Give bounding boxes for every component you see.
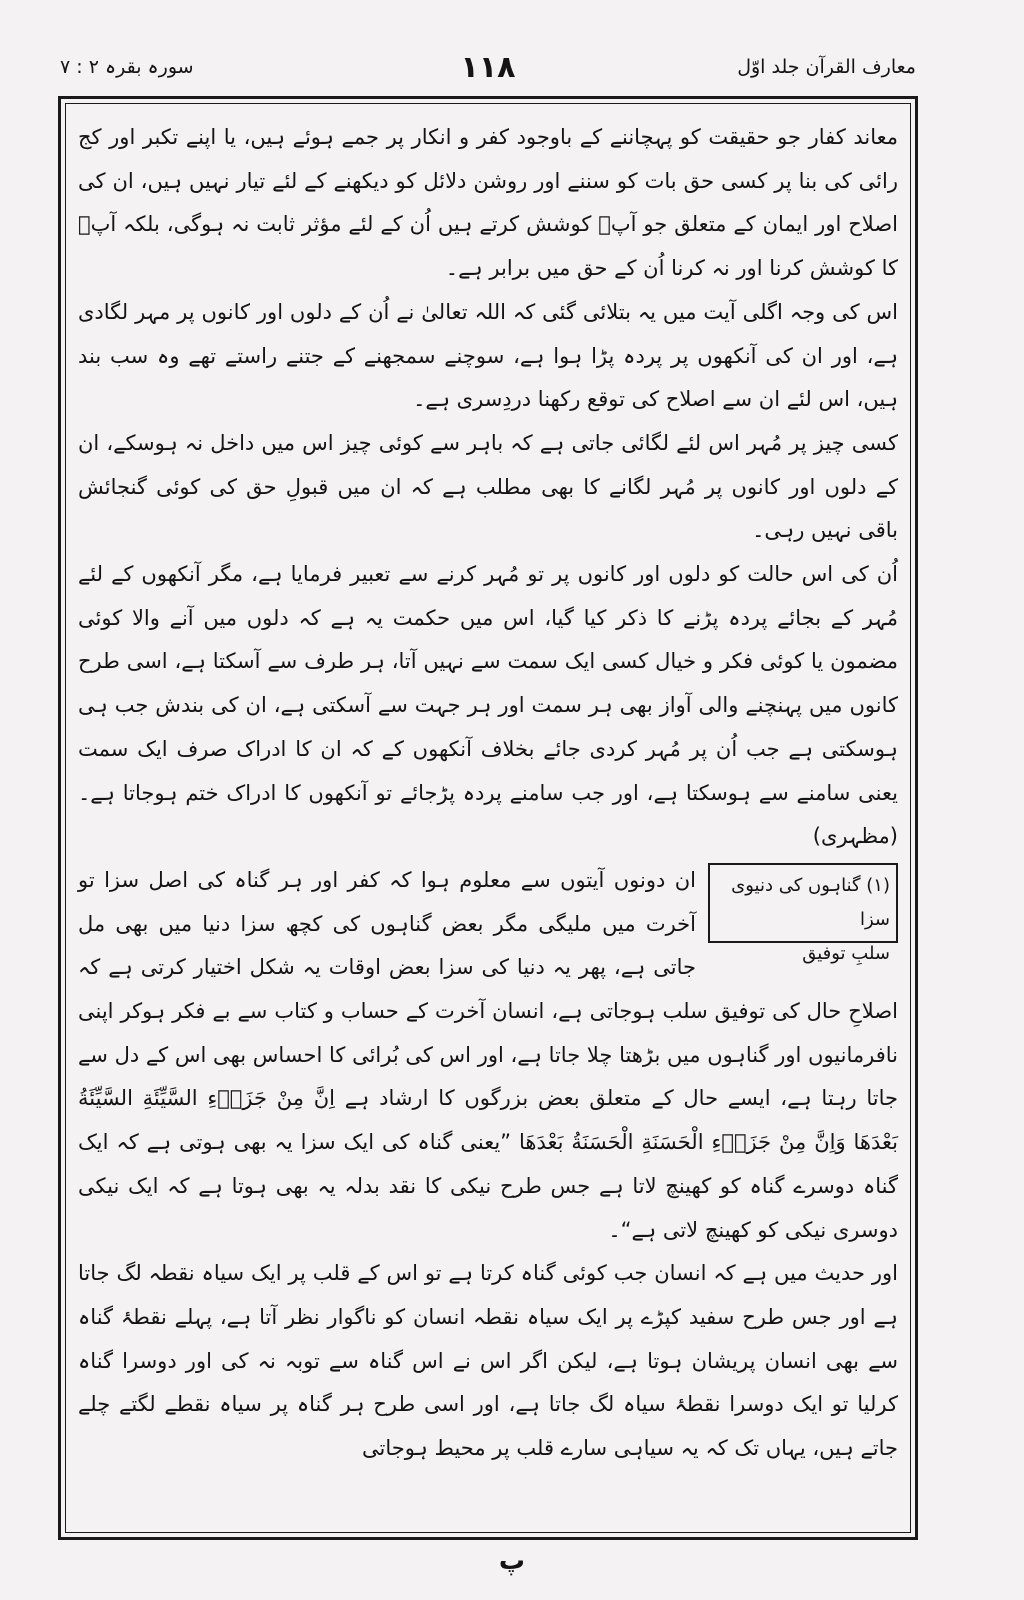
paragraph-4: اُن کی اس حالت کو دلوں اور کانوں پر تو مُہر کرنے سے تعبیر فرمایا ہے، مگر آنکھوں کے لئے مُہر کے بجائے پردہ پڑنے کا ذکر کیا گیا، اس میں حکمت یہ ہے کہ دلوں میں آنے والا کوئی مضمون یا کوئی فکر و خیال کسی ایک سمت سے نہیں آتا، ہر طرف سے آسکتا ہے، اسی طرح کانوں میں پہنچنے والی آواز بھی ہر سمت اور ہر جہت سے آسکتی ہے، ان کی بندش جب ہی ہوسکتی ہے جب اُن پر مُہر کردی جائے بخلاف آنکھوں کے کہ ان کا ادراک صرف ایک سمت یعنی سامنے سے ہوسکتا ہے، اور جب سامنے پردہ پڑجائے تو آنکھوں کا ادراک ختم ہوجاتا ہے۔ (مظہری) (78, 562, 898, 849)
side-heading-box (708, 863, 898, 964)
paragraph-5-text: ان دونوں آیتوں سے معلوم ہوا کہ کفر اور ہر گناہ کی اصل سزا تو آخرت میں ملیگی مگر بعض گناہوں کی کچھ سزا دنیا میں بھی مل جاتی ہے، پھر یہ دنیا کی سزا بعض اوقات یہ شکل اختیار کرتی ہے کہ اصلاحِ حال کی توفیق سلب ہوجاتی ہے، انسان آخرت کے حساب و کتاب سے بے فکر ہوکر اپنی نافرمانیوں اور گناہوں میں بڑھتا چلا جاتا ہے، اور اس کی بُرائی کا احساس بھی اس کے دل سے جاتا رہتا ہے، ایسے حال کے متعلق بعض بزرگوں کا ارشاد ہے (78, 867, 898, 1111)
page-frame (58, 96, 918, 1540)
signature-mark: پ (498, 1546, 526, 1576)
page-header (60, 50, 916, 98)
paragraph-1: معاند کفار جو حقیقت کو پہچاننے کے باوجود کفر و انکار پر جمے ہوئے ہیں، یا اپنے تکبر اور کج رائی کی بنا پر کسی حق بات کو سننے اور روشن دلائل کو دیکھنے کے لئے تیار نہیں ہیں، ان کی اصلاح اور ایمان کے متعلق جو آپؐ کوشش کرتے ہیں اُن کے لئے مؤثر ثابت نہ ہوگی، بلکہ آپؐ کا کوشش کرنا اور نہ کرنا اُن کے حق میں برابر ہے۔ (78, 125, 898, 281)
paragraph-2: اس کی وجہ اگلی آیت میں یہ بتلائی گئی کہ اللہ تعالیٰ نے اُن کے دلوں اور کانوں پر مہر لگادی ہے، اور ان کی آنکھوں پر پردہ پڑا ہوا ہے، سوچنے سمجھنے کے جتنے راستے تھے وہ سب بند ہیں، اس لئے ان سے اصلاح کی توقع رکھنا دردِسری ہے۔ (78, 299, 898, 412)
book-title: معارف القرآن جلد اوّل (737, 56, 916, 78)
arabic-quote: اِنَّ مِنْ جَزَاۤءِ السَّیِّئَةِ السَّیِّئَةُ بَعْدَھَا وَاِنَّ مِنْ جَزَاۤءِ الْحَسَنَةِ الْحَسَنَةُ بَعْدَھَا (78, 1086, 898, 1155)
paragraph-3: کسی چیز پر مُہر اس لئے لگائی جاتی ہے کہ باہر سے کوئی چیز اس میں داخل نہ ہوسکے، ان کے دلوں اور کانوں پر مُہر لگانے کا بھی مطلب ہے کہ ان میں قبولِ حق کی کوئی گنجائش باقی نہیں رہی۔ (78, 430, 898, 543)
side-heading-line-1: (۱) گناہوں کی دنیوی سزا (731, 874, 890, 930)
paragraph-6: اور حدیث میں ہے کہ انسان جب کوئی گناہ کرتا ہے تو اس کے قلب پر ایک سیاہ نقطہ لگ جاتا ہے اور جس طرح سفید کپڑے پر ایک سیاہ نقطہ انسان کو ناگوار نظر آتا ہے، پہلے نقطۂ گناہ سے بھی انسان پریشان ہوتا ہے، لیکن اگر اس نے اس گناہ سے توبہ نہ کی اور دوسرا گناہ کرلیا تو ایک دوسرا نقطۂ سیاہ لگ جاتا ہے، اور اسی طرح ہر گناہ پر سیاہ نقطے لگتے چلے جاتے ہیں، یہاں تک کہ یہ سیاہی سارے قلب پر محیط ہوجاتی (78, 1261, 898, 1461)
page-number: ۱۱۸ (460, 50, 516, 85)
page-frame-inner (65, 103, 911, 1533)
paragraph-5-translation: ”یعنی گناہ کی ایک سزا یہ بھی ہوتی ہے کہ ایک گناہ دوسرے گناہ کو کھینچ لاتا ہے جس طرح نیکی کا نقد بدلہ یہ بھی ہوتا ہے کہ ایک نیکی دوسری نیکی کو کھینچ لاتی ہے“۔ (78, 1130, 898, 1242)
body-text (78, 116, 898, 1524)
surah-reference: سورہ بقرہ ۲ : ۷ (60, 56, 194, 78)
section-punishment (78, 859, 898, 1252)
side-heading-line-2: سلبِ توفیق (802, 942, 890, 964)
